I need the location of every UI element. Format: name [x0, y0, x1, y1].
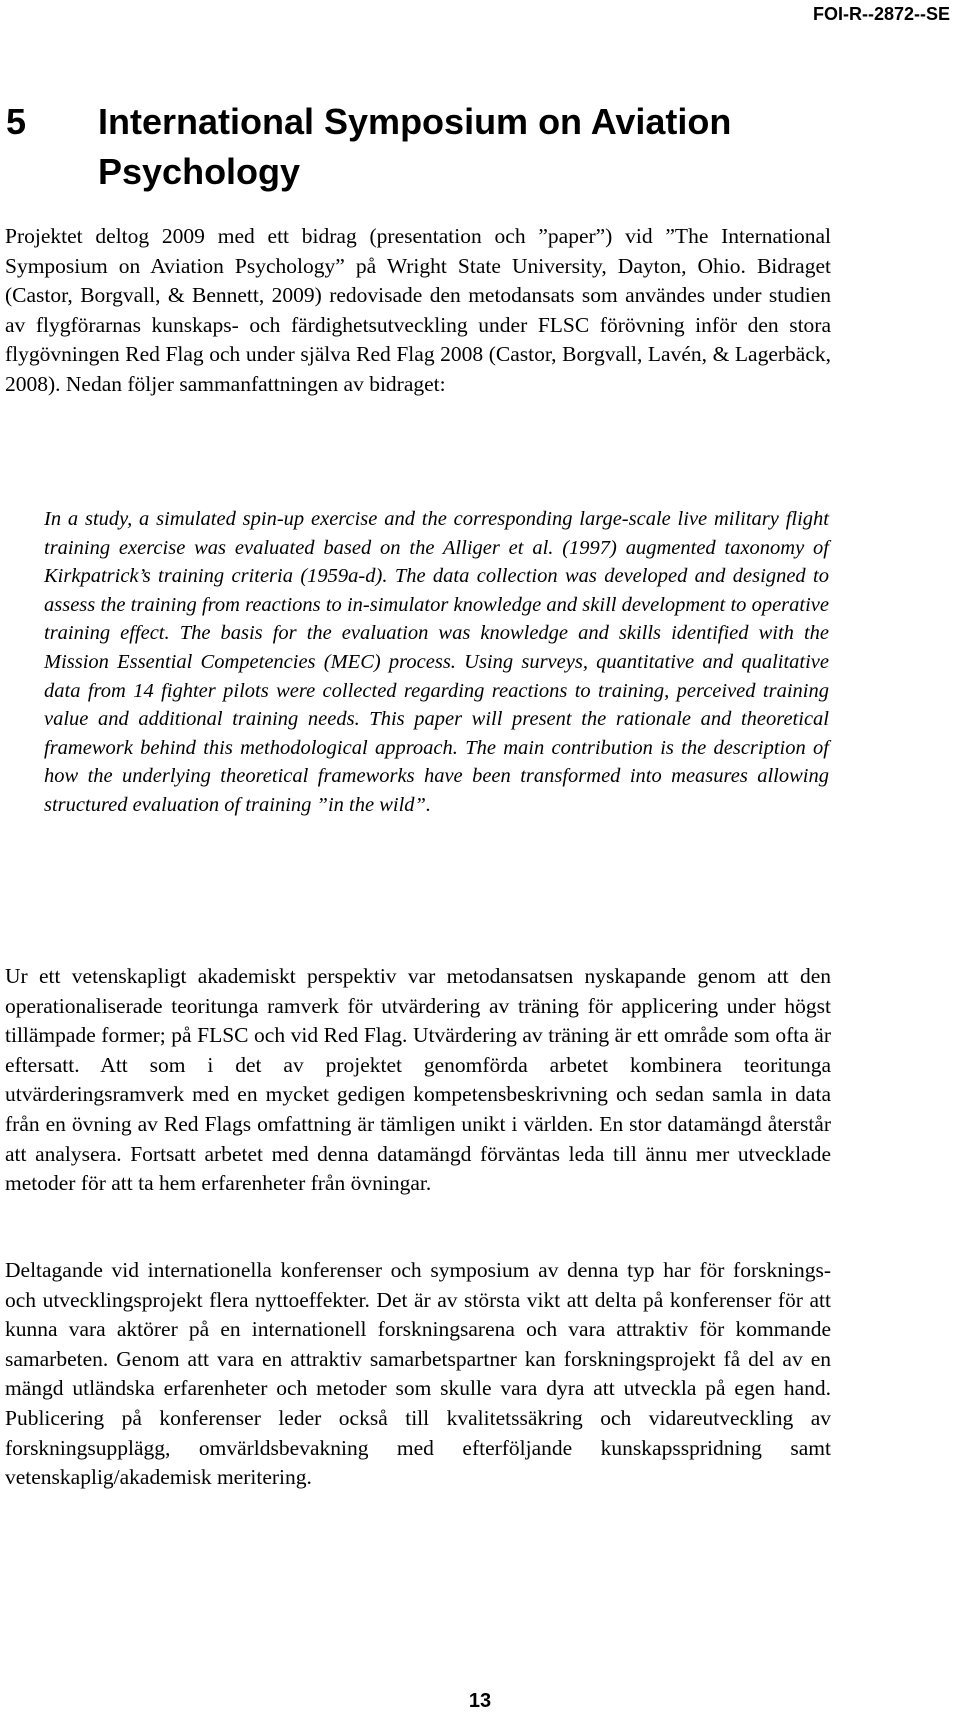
body-paragraph-1: Ur ett vetenskapligt akademiskt perspektiv var metodansatsen nyskapande genom att den operationaliserade teoritunga ramverk för utvärdering av träning för applicering under högst tillämpade former; på FLSC och vid Red Flag. Utvärdering av träning är ett område som ofta är eftersatt. Att som i det av projektet genomförda arbetet kombinera teoritunga utvärderingsramverk med en mycket gedigen kompetensbeskrivning och sedan samla in data från en övning av Red Flags omfattning är tämligen unikt i världen. En stor datamängd återstår att analysera. Fortsatt arbetet med denna datamängd förväntas leda till ännu mer utvecklade metoder för att ta hem erfarenheter från övningar.	[5, 964, 831, 1196]
page-number: 13	[468, 1690, 492, 1712]
intro-paragraph: Projektet deltog 2009 med ett bidrag (presentation och ”paper”) vid ”The International Symposium on Aviation Psychology” på Wright State University, Dayton, Ohio. Bidraget (Castor, Borgvall, & Bennett, 2009) redovisade den metodansats som användes under studien av flygförarnas kunskaps- och färdighetsutveckling under FLSC förövning inför den stora flygövningen Red Flag och under själva Red Flag 2008 (Castor, Borgvall, Lavén, & Lagerbäck, 2008). Nedan följer sammanfattningen av bidraget:	[5, 224, 831, 396]
abstract-quote: In a study, a simulated spin-up exercise and the corresponding large-scale live military flight training exercise was evaluated based on the Alliger et al. (1997) augmented taxonomy of Kirkpatrick’s training criteria (1959a-d). The data collection was developed and designed to assess the training from reactions to in-simulator knowledge and skill development to operative training effect. The basis for the evaluation was knowledge and skills identified with the Mission Essential Competencies (MEC) process. Using surveys, quantitative and qualitative data from 14 fighter pilots were collected regarding reactions to training, perceived training value and additional training needs. This paper will present the rationale and theoretical framework behind this methodological approach. The main contribution is the description of how the underlying theoretical frameworks have been transformed into measures allowing structured evaluation of training ”in the wild”.	[44, 508, 829, 816]
body-paragraph-2: Deltagande vid internationella konferenser och symposium av denna typ har för forsknings- och utvecklingsprojekt flera nyttoeffekter. Det är av största vikt att delta på konferenser för att kunna vara aktörer på en internationell forskningsarena och vara attraktiv för kommande samarbeten. Genom att vara en attraktiv samarbetspartner kan forskningsprojekt få del av en mängd utländska erfarenheter och metoder som skulle vara dyra att utveckla på egen hand. Publicering på konferenser leder också till kvalitetssäkring och vidareutveckling av forskningsupplägg, omvärldsbevakning med efterföljande kunskapsspridning samt vetenskaplig/akademisk meritering.	[5, 1258, 831, 1490]
section-number: 5	[6, 101, 27, 142]
report-number-header: FOI-R--2872--SE	[812, 4, 950, 24]
section-heading	[6, 97, 906, 197]
section-title: International Symposium on Aviation Psychology	[98, 101, 732, 192]
